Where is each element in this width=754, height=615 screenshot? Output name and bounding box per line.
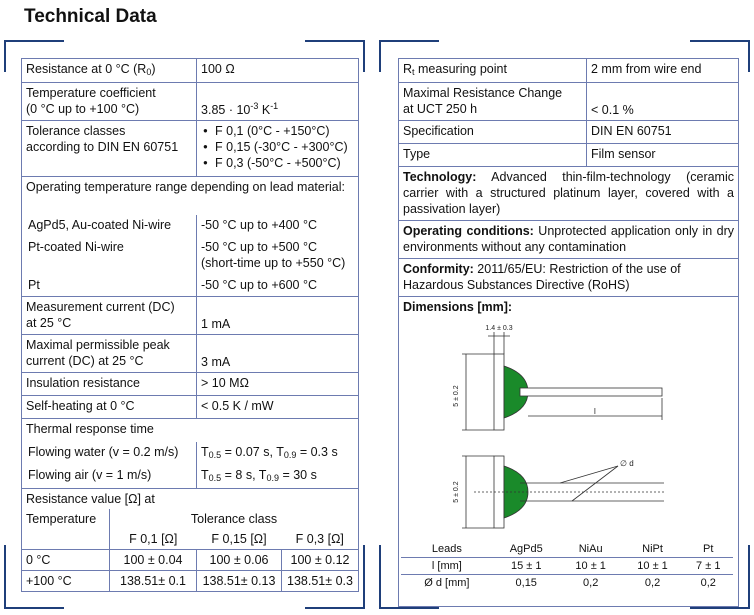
- peak-current-value: 3 mA: [197, 335, 359, 373]
- row-type: [399, 144, 739, 167]
- optemp-label: Pt-coated Ni-wire: [22, 237, 197, 275]
- row-optemp-2: [22, 237, 359, 275]
- dim-cell: 15 ± 1: [493, 558, 560, 575]
- dim-length-label: l: [594, 407, 596, 416]
- tolerance-label: Tolerance classes according to DIN EN 60751: [22, 121, 197, 177]
- page-title: Technical Data: [24, 6, 157, 27]
- thermal-heading: Thermal response time: [22, 419, 359, 442]
- sensor-dimension-drawing: [400, 318, 738, 540]
- row-max-change: [399, 83, 739, 121]
- tempcoef-value: $3.85 \cdot 10^{-3}$ $K^{-1}$: [197, 83, 359, 121]
- dim-cell: 0,2: [644, 577, 661, 589]
- dim-cell: 7 ± 1: [684, 558, 734, 575]
- res-value: 100 ± 0.06: [197, 550, 282, 571]
- meas-current-value: 1 mA: [197, 297, 359, 335]
- leader-line: [560, 466, 618, 483]
- row-optemp-1: [22, 215, 359, 237]
- type-label: Type: [399, 144, 587, 167]
- row-technology: [399, 167, 739, 221]
- class-header: F 0,1 [Ω]: [110, 529, 197, 550]
- dim-height-label-2: 5 ± 0.2: [453, 481, 460, 503]
- dim-table-header: [401, 541, 733, 558]
- optemp-label: Pt: [22, 275, 197, 297]
- row-resvalue-colhead: [22, 509, 359, 529]
- conformity-text: Conformity: 2011/65/EU: Restriction of the use of Hazardous Substances Directive (RoHS): [399, 259, 739, 297]
- tempcoef-label: Temperature coefficient (0 °C up to +100 °C): [22, 83, 197, 121]
- dim-cell: 0,2: [583, 577, 599, 589]
- tolerance-item: ● F 0,1 (0°C - +150°C): [215, 123, 354, 139]
- row-thermal-water: [22, 442, 359, 465]
- tolerance-item: ● F 0,15 (-30°C - +300°C): [215, 139, 354, 155]
- dim-cell: 0,15: [515, 577, 537, 589]
- optemp-value: -50 °C up to +600 °C: [197, 275, 359, 297]
- row-thermal-heading: [22, 419, 359, 442]
- res-value: 138.51± 0.13: [197, 571, 282, 592]
- row-rt-point: [399, 59, 739, 83]
- res-temp: +100 °C: [22, 571, 110, 592]
- dim-cell: l [mm]: [401, 558, 493, 575]
- opcond-text: Operating conditions: Unprotected application only in dry environments without any contamination: [399, 221, 739, 259]
- sensor-body: [494, 354, 504, 430]
- row-spec: [399, 121, 739, 144]
- row-peak-current: [22, 335, 359, 373]
- meas-current-label: Measurement current (DC) at 25 °C: [22, 297, 197, 335]
- dim-col-header: NiAu: [560, 541, 622, 558]
- row-conformity: [399, 259, 739, 297]
- dim-col-header: Pt: [684, 541, 734, 558]
- dim-diameter-label: ∅ d: [620, 459, 634, 468]
- res-value: 138.51± 0.3: [282, 571, 359, 592]
- table-row: [22, 571, 359, 592]
- row-thermal-air: [22, 465, 359, 489]
- row-insulation: [22, 373, 359, 396]
- resistance-label: Resistance at 0 °C $(R_0)$: [22, 59, 197, 83]
- optemp-value: -50 °C up to +500 °C (short-time up to +550 °C): [197, 237, 359, 275]
- optemp-label: AgPd5, Au-coated Ni-wire: [22, 215, 197, 237]
- dim-col-header: Leads: [401, 541, 493, 558]
- leader-line: [572, 466, 618, 501]
- resistance-value: 100 Ω: [197, 59, 359, 83]
- class-header: F 0,3 [Ω]: [282, 529, 359, 550]
- dimensions-heading: Dimensions [mm]:: [403, 300, 513, 314]
- technology-text: Technology: Advanced thin-film-technology (ceramic carrier with a structured platinum layer, covered with a passivation layer): [399, 167, 739, 221]
- res-temp: 0 °C: [22, 550, 110, 571]
- row-resistance: [22, 59, 359, 83]
- optemp-heading: Operating temperature range depending on lead material:: [22, 177, 359, 215]
- temperature-col-header: Temperature: [22, 509, 110, 550]
- selfheat-value: < 0.5 K / mW: [197, 396, 359, 419]
- dimension-table: [401, 541, 733, 591]
- row-selfheat: [22, 396, 359, 419]
- dim-height-label: 5 ± 0.2: [453, 385, 460, 407]
- table-row: [401, 575, 733, 592]
- res-value: 138.51± 0.1: [110, 571, 197, 592]
- row-opcond: [399, 221, 739, 259]
- dim-cell: Ø d [mm]: [424, 577, 470, 589]
- tolerance-list: [197, 121, 359, 177]
- rt-value: 2 mm from wire end: [587, 59, 739, 83]
- resvalue-heading: Resistance value [Ω] at: [22, 488, 359, 509]
- table-row: [22, 550, 359, 571]
- sensor-lead: [520, 388, 662, 396]
- maxchange-value: < 0.1 %: [587, 83, 739, 121]
- row-meas-current: [22, 297, 359, 335]
- tolerance-item: ● F 0,3 (-50°C - +500°C): [215, 155, 354, 171]
- spec-label: Specification: [399, 121, 587, 144]
- dim-cell: 10 ± 1: [560, 558, 622, 575]
- row-tolerance: [22, 121, 359, 177]
- insulation-label: Insulation resistance: [22, 373, 197, 396]
- thermal-water-value: $T_{0.5} = 0.07$ s, $T_{0.9} = 0.3$ s: [197, 442, 359, 465]
- dim-top-label: 1.4 ± 0.3: [485, 325, 513, 332]
- maxchange-label: Maximal Resistance Change at UCT 250 h: [399, 83, 587, 121]
- dim-col-header: AgPd5: [493, 541, 560, 558]
- res-value: 100 ± 0.04: [110, 550, 197, 571]
- row-optemp-3: [22, 275, 359, 297]
- rt-label: $R_t$ measuring point: [399, 59, 587, 83]
- tolerance-class-header: Tolerance class: [110, 509, 359, 529]
- class-header: F 0,15 [Ω]: [197, 529, 282, 550]
- spec-value: DIN EN 60751: [587, 121, 739, 144]
- thermal-air-label: Flowing air (v = 1 m/s): [22, 465, 197, 489]
- left-spec-table: [21, 58, 359, 592]
- res-value: 100 ± 0.12: [282, 550, 359, 571]
- row-resvalue-heading: [22, 488, 359, 509]
- dim-col-header: NiPt: [622, 541, 684, 558]
- peak-current-label: Maximal permissible peak current (DC) at 25 °C: [22, 335, 197, 373]
- optemp-value: -50 °C up to +400 °C: [197, 215, 359, 237]
- table-row: [401, 558, 733, 575]
- thermal-air-value: $T_{0.5} = 8$ s, $T_{0.9} = 30$ s: [197, 465, 359, 489]
- row-optemp-heading: [22, 177, 359, 215]
- row-tempcoef: [22, 83, 359, 121]
- thermal-water-label: Flowing water (v = 0.2 m/s): [22, 442, 197, 465]
- dim-cell: 10 ± 1: [622, 558, 684, 575]
- selfheat-label: Self-heating at 0 °C: [22, 396, 197, 419]
- dim-cell: 0,2: [700, 577, 716, 589]
- type-value: Film sensor: [587, 144, 739, 167]
- insulation-value: > 10 MΩ: [197, 373, 359, 396]
